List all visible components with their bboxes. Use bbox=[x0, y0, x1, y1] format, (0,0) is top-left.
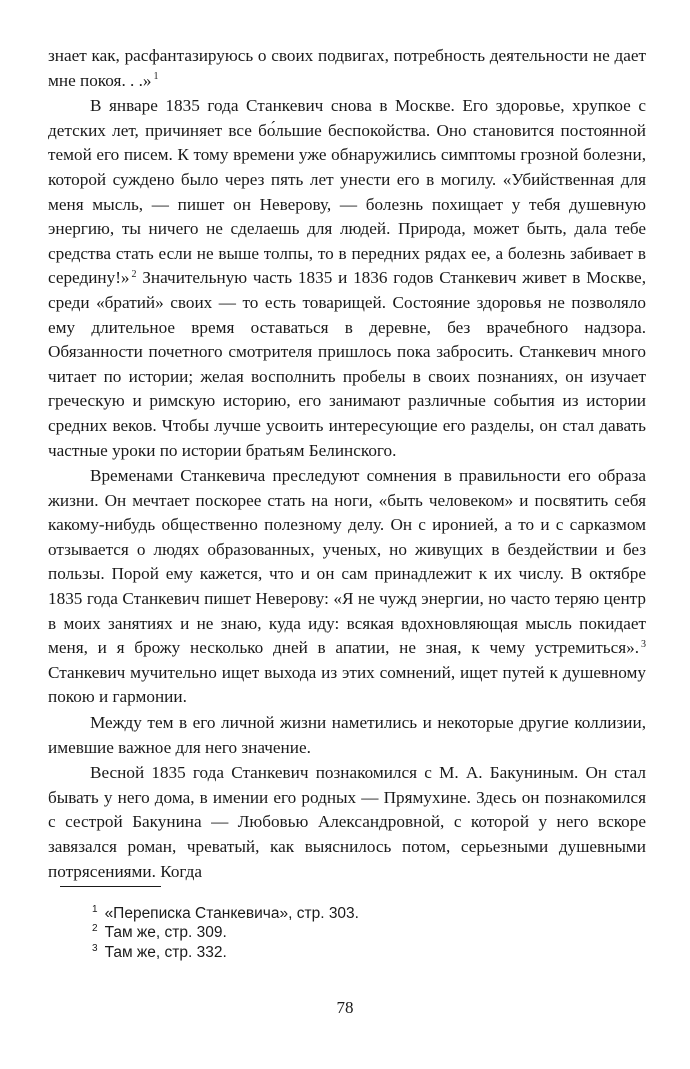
footnote-3 bbox=[92, 943, 592, 962]
footnote-ref-1: 1 bbox=[153, 70, 159, 82]
paragraph-5-text: Весной 1835 года Станкевич познакомился с М. А. Бакуниным. Он стал бывать у него дома, в имении его родных — Прямухине. Здесь он познакомился с сестрой Бакунина — Любовью Александровной, с которой у него вскоре завязался роман, чреватый, как выяснилось потом, серьезными душевными потрясениями. Когда bbox=[48, 763, 646, 881]
paragraph-2-tail: Значительную часть 1835 и 1836 годов Станкевич живет в Москве, среди «братий» своих — то есть товарищей. Состояние здоровья не позволяло ему длительное время оставаться в деревне, без врачебного надзора. Обязанности почетного смотрителя пришлось пока забросить. Станкевич много читает по истории; желая восполнить пробелы в своих познаниях, он изучает греческую и римскую историю, его занимают различные события из истории средних веков. Чтобы лучше усвоить интересующие его разделы, он стал давать частные уроки по истории братьям Белинского. bbox=[48, 268, 646, 460]
footnote-ref-2: 2 bbox=[131, 268, 137, 280]
paragraph-4-text: Между тем в его личной жизни наметились и некоторые другие коллизии, имевшие важное для него значение. bbox=[48, 713, 646, 757]
paragraph-4 bbox=[48, 711, 646, 760]
footnote-3-text: Там же, стр. 332. bbox=[104, 943, 227, 961]
paragraph-2-text: В январе 1835 года Станкевич снова в Москве. Его здоровье, хрупкое с детских лет, причиняет все бо́льшие беспокойства. Оно становится постоянной темой его писем. К тому времени уже обнаружились симптомы грозной болезни, которой суждено было через пять лет унести его в могилу. «Убийственная для меня мысль, — пишет он Неверову, — болезнь похищает у тебя душевную энергию, ты ничего не сделаешь для людей. Природа, может быть, дала тебе средства стать если не выше толпы, то в передних рядах ее, а болезнь забивает в середину!» bbox=[48, 96, 646, 288]
paragraph-5 bbox=[48, 761, 646, 884]
paragraph-1-text: знает как, расфантазируюсь о своих подвигах, потребность деятельности не дает мне покоя. . .» bbox=[48, 46, 646, 90]
footnote-2-text: Там же, стр. 309. bbox=[104, 924, 227, 942]
footnote-2-number: 2 bbox=[92, 923, 98, 935]
footnote-1 bbox=[92, 904, 592, 923]
paragraph-3 bbox=[48, 464, 646, 710]
paragraph-3-text: Временами Станкевича преследуют сомнения в правильности его образа жизни. Он мечтает поскорее стать на ноги, «быть человеком» и посвятить себя какому-нибудь общественно полезному делу. Он с иронией, а то и с сарказмом отзывается о людях образованных, ученых, но живущих в бездействии и без пользы. Порой ему кажется, что и он сам принадлежит к их числу. В октябре 1835 года Станкевич пишет Неверову: «Я не чужд энергии, но часто теряю центр в моих занятиях и не знаю, куда иду: всякая вдохновляющая мысль покидает меня, и я брожу несколько дней в апатии, не зная, к чему устремиться». bbox=[48, 466, 646, 658]
footnote-ref-3: 3 bbox=[641, 638, 646, 650]
footnote-divider bbox=[60, 886, 161, 887]
paragraph-2 bbox=[48, 94, 646, 463]
page-body bbox=[48, 44, 646, 884]
footnote-3-number: 3 bbox=[92, 942, 98, 954]
footnote-1-text: «Переписка Станкевича», стр. 303. bbox=[104, 905, 359, 922]
footnote-1-number: 1 bbox=[92, 903, 98, 915]
footnotes bbox=[92, 904, 592, 962]
page-number: 78 bbox=[336, 998, 354, 1017]
footnote-2 bbox=[92, 923, 592, 942]
paragraph-1 bbox=[48, 44, 646, 93]
paragraph-3-tail: Станкевич мучительно ищет выхода из этих сомнений, ищет путей к душевному покою и гармонии. bbox=[48, 662, 646, 707]
